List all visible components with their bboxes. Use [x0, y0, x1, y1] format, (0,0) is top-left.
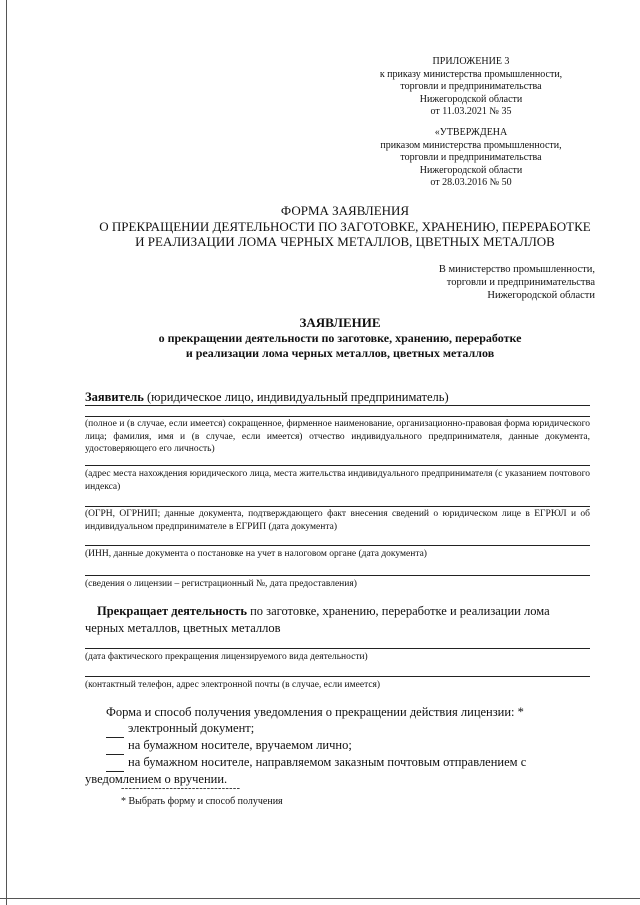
applicant-title: Заявитель [85, 390, 144, 404]
form-title-line: И РЕАЛИЗАЦИИ ЛОМА ЧЕРНЫХ МЕТАЛЛОВ, ЦВЕТНЫХ МЕТАЛЛОВ [135, 234, 555, 249]
statement-subtitle: о прекращении деятельности по заготовке, хранению, переработке [158, 331, 522, 345]
appendix-line: от 11.03.2021 № 35 [430, 106, 512, 118]
form-title-line: О ПРЕКРАЩЕНИИ ДЕЯТЕЛЬНОСТИ ПО ЗАГОТОВКЕ, ХРАНЕНИЮ, ПЕРЕРАБОТКЕ [99, 218, 591, 234]
option-label: электронный документ; [128, 721, 255, 735]
cease-text: по заготовке, хранению, переработке и реализации лома черных металлов, цветных металлов [85, 604, 550, 635]
ogrn-caption: (ОГРН, ОГРНИП; данные документа, подтверждающего факт внесения сведений о юридическом лице в ЕГРЮЛ и об индивидуальном предпринимателе в ЕГРИП (дата документа) [85, 509, 590, 532]
addressee-line: Нижегородской области [487, 290, 595, 301]
applicant-label [85, 389, 595, 405]
notify-heading: Форма и способ получения уведомления о прекращении действия лицензии: * [106, 705, 524, 719]
approved-line: торговли и предпринимательства [400, 152, 542, 164]
notify-option-paper-personal[interactable] [106, 737, 596, 755]
notify-option-paper-mail[interactable] [106, 754, 596, 772]
inn-caption: (ИНН, данные документа о постановке на учет в налоговом органе (дата документа) [85, 549, 427, 559]
approved-line: Нижегородской области [419, 164, 523, 176]
footnote-text: * Выбрать форму и способ получения [121, 796, 283, 807]
statement-subtitle: и реализации лома черных металлов, цветных металлов [185, 346, 495, 360]
form-title-line: ФОРМА ЗАЯВЛЕНИЯ [280, 203, 410, 218]
notify-option-paper-mail-cont: уведомлением о вручении. [85, 772, 228, 786]
appendix-line: торговли и предпринимательства [400, 81, 542, 93]
appendix-line: к приказу министерства промышленности, [379, 68, 563, 80]
statement-heading [60, 315, 620, 361]
scan-bottom-edge [0, 898, 640, 899]
cease-paragraph [85, 603, 585, 637]
addressee-block [415, 263, 595, 302]
license-caption: (сведения о лицензии – регистрационный №, дата предоставления) [85, 579, 357, 589]
approved-block [355, 127, 587, 190]
end-date-caption: (дата фактического прекращения лицензируемого вида деятельности) [85, 652, 368, 662]
address-caption: (адрес места нахождения юридического лица, места жительства индивидуального предпринимателя (с указанием почтового индекса) [85, 469, 590, 492]
contact-line [85, 676, 590, 677]
appendix-block [355, 56, 587, 119]
footnote-separator: -------------------------------- [121, 783, 241, 794]
option-label: на бумажном носителе, вручаемом лично; [128, 738, 352, 752]
statement-title: ЗАЯВЛЕНИЕ [299, 315, 381, 330]
option-checkbox-blank[interactable] [106, 754, 124, 772]
license-line [85, 575, 590, 576]
full-name-caption: (полное и (в случае, если имеется) сокращенное, фирменное наименование, организационно-правовая форма юридического лица; фамилия, имя и (в случае, если имеется) отчество индивидуального предпринимателя, данные документа, удостоверяющего его личность) [85, 419, 590, 454]
form-title [60, 203, 630, 250]
applicant-underline [85, 405, 590, 406]
inn-line [85, 545, 590, 546]
appendix-line: ПРИЛОЖЕНИЕ 3 [432, 56, 510, 67]
end-date-line [85, 648, 590, 649]
approved-line: «УТВЕРЖДЕНА [434, 127, 508, 138]
addressee-line: торговли и предпринимательства [446, 277, 595, 288]
option-checkbox-blank[interactable] [106, 720, 124, 738]
full-name-line [85, 416, 590, 417]
option-label: на бумажном носителе, направляемом заказным почтовым отправлением с [128, 755, 527, 769]
approved-line: приказом министерства промышленности, [380, 139, 562, 151]
scan-left-edge [6, 0, 7, 905]
notify-option-electronic[interactable] [106, 720, 596, 738]
option-checkbox-blank[interactable] [106, 737, 124, 755]
contact-caption: (контактный телефон, адрес электронной почты (в случае, если имеется) [85, 680, 381, 690]
ogrn-line [85, 506, 590, 507]
approved-line: от 28.03.2016 № 50 [430, 177, 512, 189]
appendix-line: Нижегородской области [419, 93, 523, 105]
address-line [85, 465, 590, 466]
cease-bold: Прекращает деятельность [97, 604, 247, 618]
applicant-note: (юридическое лицо, индивидуальный предприниматель) [143, 390, 449, 404]
addressee-line: В министерство промышленности, [438, 264, 595, 275]
